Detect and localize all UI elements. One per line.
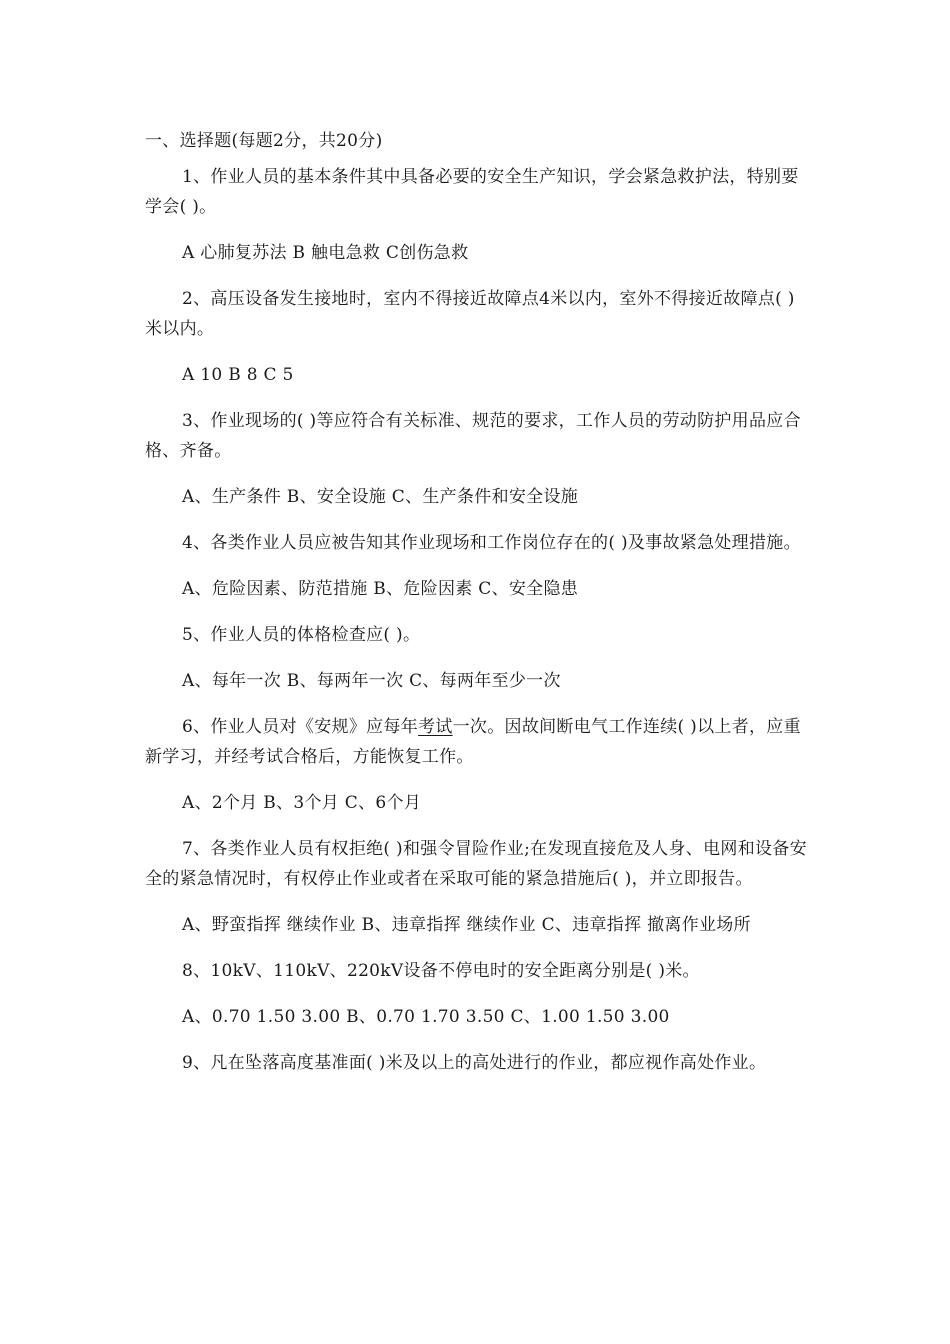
question-stem-5: 5、作业人员的体格检查应( )。 <box>182 625 421 645</box>
document-body <box>145 126 810 1094</box>
question-options-5: A、每年一次 B、每两年一次 C、每两年至少一次 <box>182 671 561 691</box>
question-stem-6-underlined: 考试 <box>418 717 453 737</box>
question-stem-6-after: 一次。因故间断电气工作连续( )以上者，应重新学习，并经考试合格后，方能恢复工作。 <box>145 717 801 767</box>
question-options-8: A、0.70 1.50 3.00 B、0.70 1.70 3.50 C、1.00 1.50 3.00 <box>182 1007 670 1027</box>
question-options-4: A、危险因素、防范措施 B、危险因素 C、安全隐患 <box>182 579 579 599</box>
question-options-7: A、野蛮指挥 继续作业 B、违章指挥 继续作业 C、违章指挥 撤离作业场所 <box>182 915 751 935</box>
question-stem-8: 8、10kV、110kV、220kV设备不停电时的安全距离分别是( )米。 <box>182 961 700 981</box>
question-options-3: A、生产条件 B、安全设施 C、生产条件和安全设施 <box>182 487 579 507</box>
question-stem-6-before: 6、作业人员对《安规》应每年 <box>182 717 419 737</box>
question-stem-1: 1、作业人员的基本条件其中具备必要的安全生产知识，学会紧急救护法，特别要学会( )。 <box>145 167 799 217</box>
question-stem-2: 2、高压设备发生接地时，室内不得接近故障点4米以内，室外不得接近故障点( )米以内。 <box>145 289 795 339</box>
section-title: 一、选择题(每题2分，共20分) <box>145 131 383 151</box>
question-options-1: A 心肺复苏法 B 触电急救 C创伤急救 <box>182 243 469 263</box>
question-options-2: A 10 B 8 C 5 <box>182 365 294 385</box>
question-stem-9: 9、凡在坠落高度基准面( )米及以上的高处进行的作业，都应视作高处作业。 <box>182 1053 767 1073</box>
question-stem-3: 3、作业现场的( )等应符合有关标准、规范的要求，工作人员的劳动防护用品应合格、齐备。 <box>145 411 801 461</box>
question-stem-7: 7、各类作业人员有权拒绝( )和强令冒险作业;在发现直接危及人身、电网和设备安全的紧急情况时，有权停止作业或者在采取可能的紧急措施后( )，并立即报告。 <box>145 839 807 889</box>
question-stem-4: 4、各类作业人员应被告知其作业现场和工作岗位存在的( )及事故紧急处理措施。 <box>182 533 801 553</box>
question-options-6: A、2个月 B、3个月 C、6个月 <box>182 793 422 813</box>
question-stem-6 <box>145 712 810 772</box>
